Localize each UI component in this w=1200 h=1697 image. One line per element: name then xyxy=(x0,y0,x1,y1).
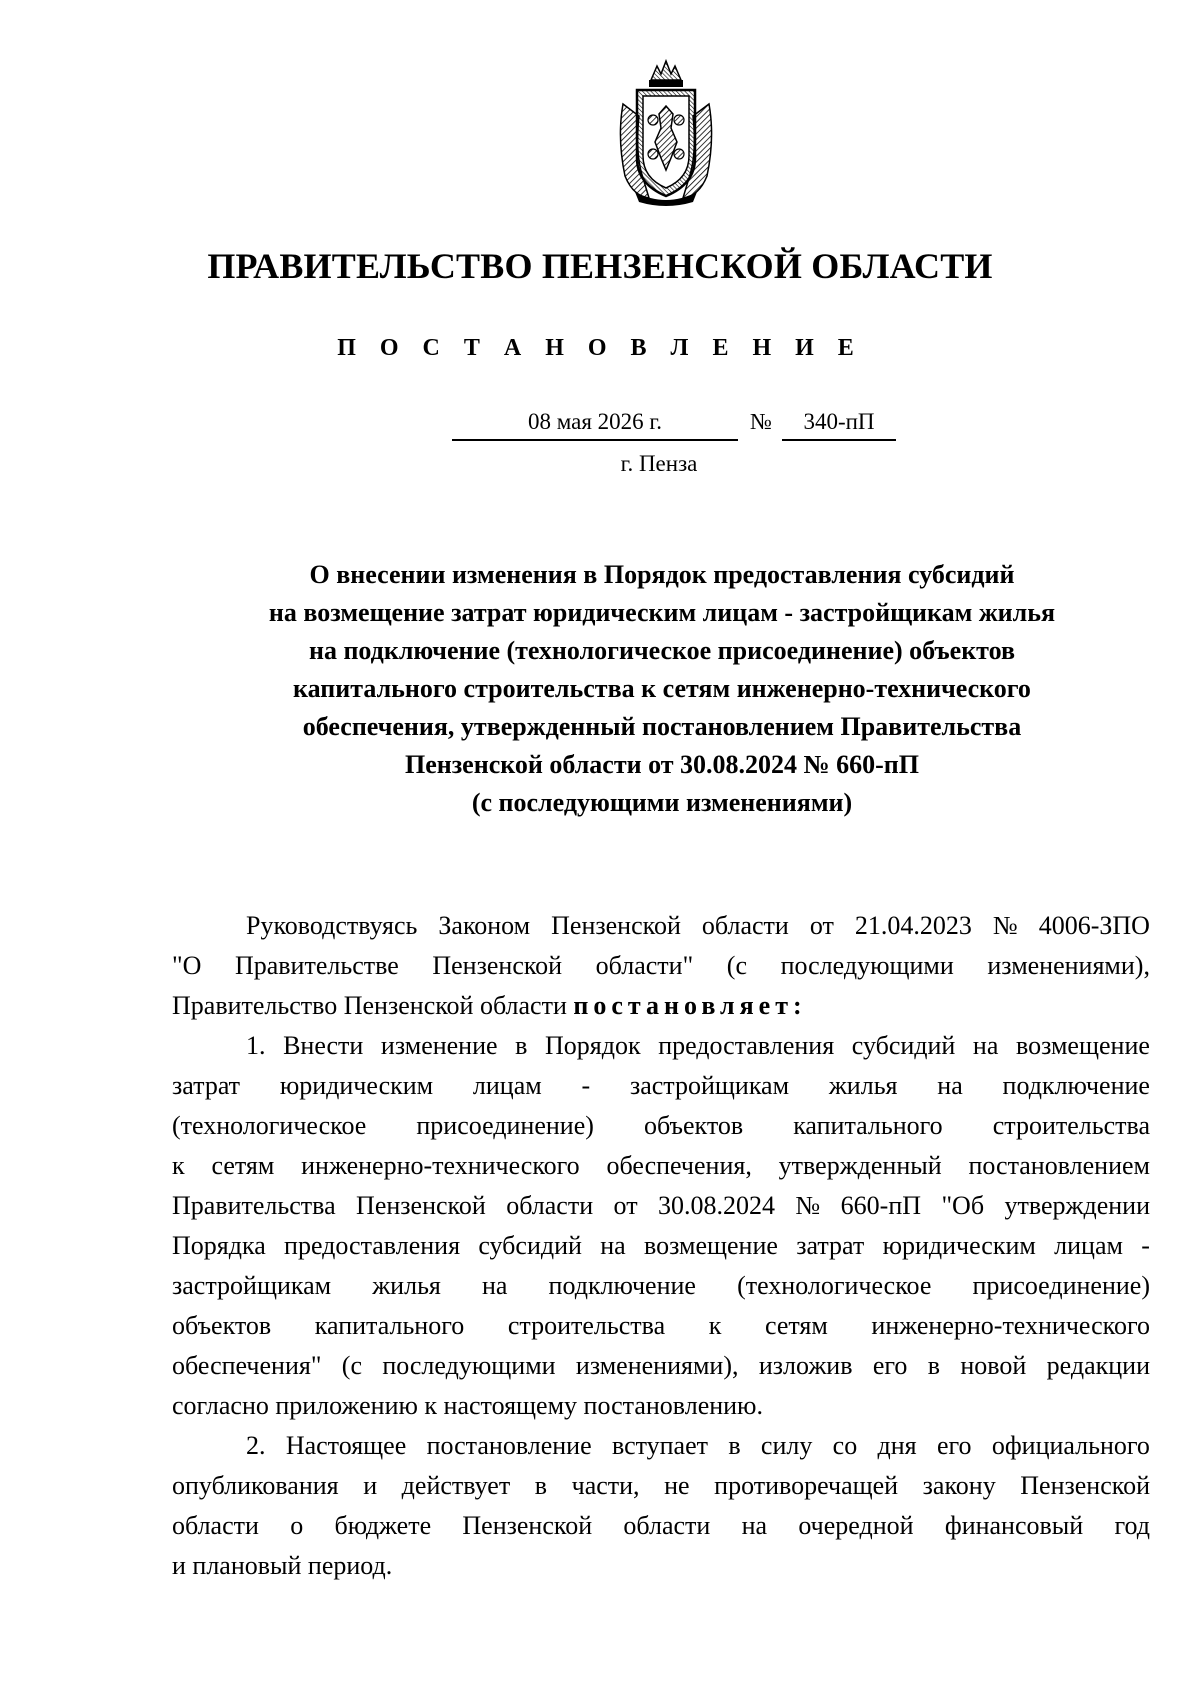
word: области xyxy=(172,1511,259,1540)
preamble-text: Правительство Пензенской области xyxy=(172,991,574,1020)
word: подключение xyxy=(548,1271,696,1300)
word: строительства xyxy=(992,1111,1150,1140)
word: - xyxy=(581,1071,591,1100)
document-date: 08 мая 2026 г. xyxy=(452,409,738,441)
word: новой xyxy=(960,1351,1027,1380)
word: Настоящее xyxy=(285,1431,407,1460)
word: его xyxy=(872,1351,908,1380)
word: (технологическое xyxy=(172,1111,367,1140)
word: изменениями), xyxy=(987,951,1150,980)
document-subject xyxy=(170,556,1154,822)
word: очередной xyxy=(798,1511,914,1540)
word: "Об xyxy=(941,1191,985,1220)
word: опубликования xyxy=(172,1471,339,1500)
word: застройщикам xyxy=(629,1071,790,1100)
item-2-line xyxy=(172,1546,1150,1586)
word: последующими xyxy=(780,951,954,980)
word: 1. xyxy=(246,1031,266,1060)
word: не xyxy=(664,1471,690,1500)
item-2-line xyxy=(172,1506,1150,1546)
word: присоединение) xyxy=(972,1271,1150,1300)
word: вступает xyxy=(611,1431,708,1460)
word: инженерно-технического xyxy=(301,1151,580,1180)
word: юридическим xyxy=(882,1231,1036,1260)
word: затрат xyxy=(172,1071,241,1100)
word: субсидий xyxy=(851,1031,956,1060)
item-1-last-text: согласно приложению к настоящему постановлению. xyxy=(172,1391,763,1420)
word: редакции xyxy=(1046,1351,1150,1380)
item-1-line xyxy=(172,1266,1150,1306)
word: к xyxy=(172,1151,185,1180)
item-1-line xyxy=(172,1346,1150,1386)
word: противоречащей xyxy=(714,1471,899,1500)
word: постановлением xyxy=(968,1151,1150,1180)
word: Законом xyxy=(438,911,531,940)
subject-line: О внесении изменения в Порядок предоставления субсидий xyxy=(309,560,1015,589)
preamble-line xyxy=(172,986,1150,1026)
item-2-line xyxy=(172,1426,1150,1466)
subject-line: капитального строительства к сетям инженерно-технического xyxy=(293,674,1031,703)
word: области xyxy=(623,1511,711,1540)
word: юридическим xyxy=(279,1071,434,1100)
word: со xyxy=(832,1431,858,1460)
word: его xyxy=(936,1431,972,1460)
word: жилья xyxy=(828,1071,898,1100)
word: последующими xyxy=(382,1351,556,1380)
word: от xyxy=(809,911,834,940)
word: дня xyxy=(877,1431,917,1460)
word: закону xyxy=(922,1471,996,1500)
word: (с xyxy=(726,951,747,980)
word: Порядок xyxy=(545,1031,641,1060)
word: предоставления xyxy=(658,1031,835,1060)
word: подключение xyxy=(1002,1071,1150,1100)
word: в xyxy=(515,1031,528,1060)
word: строительства xyxy=(507,1311,666,1340)
word: 660-пП xyxy=(840,1191,922,1220)
item-1-line xyxy=(172,1026,1150,1066)
word: капитального xyxy=(314,1311,465,1340)
word: от xyxy=(613,1191,638,1220)
subject-line: (с последующими изменениями) xyxy=(471,788,853,817)
word: капитального xyxy=(793,1111,943,1140)
word: о xyxy=(290,1511,304,1540)
word: Правительстве xyxy=(234,951,399,980)
word: сетям xyxy=(211,1151,275,1180)
word: присоединение) xyxy=(416,1111,594,1140)
word: (технологическое xyxy=(737,1271,932,1300)
word: изменениями), xyxy=(575,1351,739,1380)
word: Правительства xyxy=(172,1191,336,1220)
subject-line: Пензенской области от 30.08.2024 № 660-пП xyxy=(404,750,920,779)
word: год xyxy=(1114,1511,1150,1540)
word: области" xyxy=(595,951,694,980)
word: 21.04.2023 xyxy=(854,911,972,940)
word: на xyxy=(741,1511,768,1540)
document-number: 340-пП xyxy=(782,409,896,441)
preamble-line xyxy=(172,946,1150,986)
coat-of-arms-icon xyxy=(613,58,719,206)
word: части, xyxy=(571,1471,640,1500)
word: утвержденный xyxy=(778,1151,942,1180)
word: возмещение xyxy=(643,1231,778,1260)
word: постановление xyxy=(426,1431,592,1460)
word: затрат xyxy=(796,1231,865,1260)
word: финансовый xyxy=(944,1511,1084,1540)
subject-line: обеспечения, утвержденный постановлением Правительства xyxy=(302,712,1022,741)
word: 4006-ЗПО xyxy=(1038,911,1150,940)
word: действует xyxy=(401,1471,511,1500)
word: Порядка xyxy=(172,1231,266,1260)
word: 30.08.2024 xyxy=(658,1191,775,1220)
word: сетям xyxy=(764,1311,828,1340)
word: 2. xyxy=(246,1431,266,1460)
word: на xyxy=(937,1071,963,1100)
government-title: ПРАВИТЕЛЬСТВО ПЕНЗЕНСКОЙ ОБЛАСТИ xyxy=(207,246,993,286)
word: в xyxy=(927,1351,941,1380)
word: лицам xyxy=(472,1071,542,1100)
word: утверждении xyxy=(1004,1191,1150,1220)
word: на xyxy=(600,1231,626,1260)
word: в xyxy=(728,1431,741,1460)
item-1-line xyxy=(172,1386,1150,1426)
word: (с xyxy=(341,1351,362,1380)
document-type: П О С Т А Н О В Л Е Н И Е xyxy=(337,335,863,361)
word: Пензенской xyxy=(356,1191,486,1220)
item-1-line xyxy=(172,1306,1150,1346)
preamble-line xyxy=(172,906,1150,946)
word: области xyxy=(506,1191,594,1220)
word: на xyxy=(481,1271,508,1300)
decree-word: постановляет: xyxy=(573,991,807,1020)
word: бюджете xyxy=(334,1511,432,1540)
item-1-line xyxy=(172,1106,1150,1146)
word: изложив xyxy=(758,1351,853,1380)
item-2-last-text: и плановый период. xyxy=(172,1551,393,1580)
word: возмещение xyxy=(1015,1031,1150,1060)
word: субсидий xyxy=(478,1231,582,1260)
word: Пензенской xyxy=(1020,1471,1150,1500)
subject-line: на возмещение затрат юридическим лицам - застройщикам жилья xyxy=(268,598,1056,627)
word: на xyxy=(972,1031,999,1060)
word: Пензенской xyxy=(432,951,563,980)
item-1-line xyxy=(172,1226,1150,1266)
item-1-line xyxy=(172,1146,1150,1186)
word: инженерно-технического xyxy=(871,1311,1150,1340)
word: № xyxy=(992,911,1018,940)
word: предоставления xyxy=(284,1231,461,1260)
word: Внести xyxy=(283,1031,364,1060)
word: лицам xyxy=(1054,1231,1123,1260)
item-2-line xyxy=(172,1466,1150,1506)
subject-line: на подключение (технологическое присоединение) объектов xyxy=(308,636,1016,665)
word: жилья xyxy=(372,1271,441,1300)
item-1-line xyxy=(172,1066,1150,1106)
word: Пензенской xyxy=(462,1511,593,1540)
word: силу xyxy=(760,1431,813,1460)
document-body xyxy=(172,906,1150,1586)
word: обеспечения, xyxy=(606,1151,752,1180)
word: области xyxy=(701,911,789,940)
item-1-line xyxy=(172,1186,1150,1226)
word: официального xyxy=(991,1431,1150,1460)
word: и xyxy=(363,1471,378,1500)
word: обеспечения" xyxy=(172,1351,322,1380)
word: - xyxy=(1141,1231,1150,1260)
word: № xyxy=(795,1191,821,1220)
word: Пензенской xyxy=(551,911,681,940)
word: к xyxy=(708,1311,722,1340)
word: объектов xyxy=(643,1111,744,1140)
word: в xyxy=(534,1471,548,1500)
word: Руководствуясь xyxy=(246,911,418,940)
word: объектов xyxy=(172,1311,272,1340)
city-name: г. Пенза xyxy=(620,451,698,476)
word: застройщикам xyxy=(172,1271,332,1300)
number-sign: № xyxy=(750,409,772,434)
word: "О xyxy=(172,951,202,980)
word: изменение xyxy=(380,1031,498,1060)
